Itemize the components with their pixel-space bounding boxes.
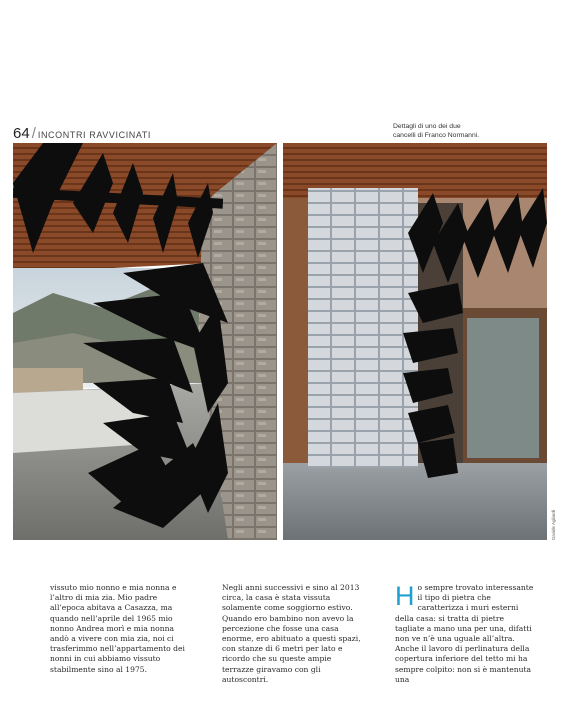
column-1-text: vissuto mio nonno e mia nonna e l’altro di mia zia. Mio padre all’epoca abitava a Casazza, ma quando nell’aprile del 1965 mio nonno Andrea morì e mia nonna andò a vivere con mia zia, noi ci trasferimmo nell’appartamento dei nonni in cui abbiamo vissuto stabilmente sino al 1975. (50, 583, 185, 674)
text-column-3 (395, 583, 535, 685)
caption-line-2: cancelli di Franco Normanni. (393, 131, 480, 139)
column-2-text: Negli anni successivi e sino al 2013 circa, la casa è stata vissuta solamente come soggiorno estivo. Quando ero bambino non avevo la percezione che fosse una casa enorme, ero abituato a questi spazi, con stanze di 6 metri per lato e ricordo che su queste ampie terrazze giravamo con gli autoscontri. (222, 583, 361, 684)
photo-gate-right (283, 143, 547, 540)
caption-line-1: Dettagli di uno dei due (393, 123, 461, 130)
header-separator: / (31, 125, 36, 142)
text-column-2 (222, 583, 362, 685)
photo-caption (393, 123, 543, 140)
photo-gate-left (13, 143, 277, 540)
section-title: INCONTRI RAVVICINATI (37, 130, 152, 140)
drop-cap: H (395, 581, 415, 611)
photo-gate-left-image (13, 143, 277, 540)
column-3-text: o sempre trovato interessante il tipo di pietra che caratterizza i muri esterni della casa: si tratta di pietre tagliate a mano una per una, difatti non ve n’è una uguale all’altra. Anche il lavoro di perlinatura della copertura inferiore del tetto mi ha sempre colpito: non si è mantenuta una (395, 583, 534, 684)
photo-gate-right-image (283, 143, 547, 540)
page-number: 64 (13, 125, 30, 142)
photo-credit: Davide Agliardi (551, 509, 556, 540)
page-header (13, 125, 151, 143)
text-column-1 (50, 583, 190, 675)
